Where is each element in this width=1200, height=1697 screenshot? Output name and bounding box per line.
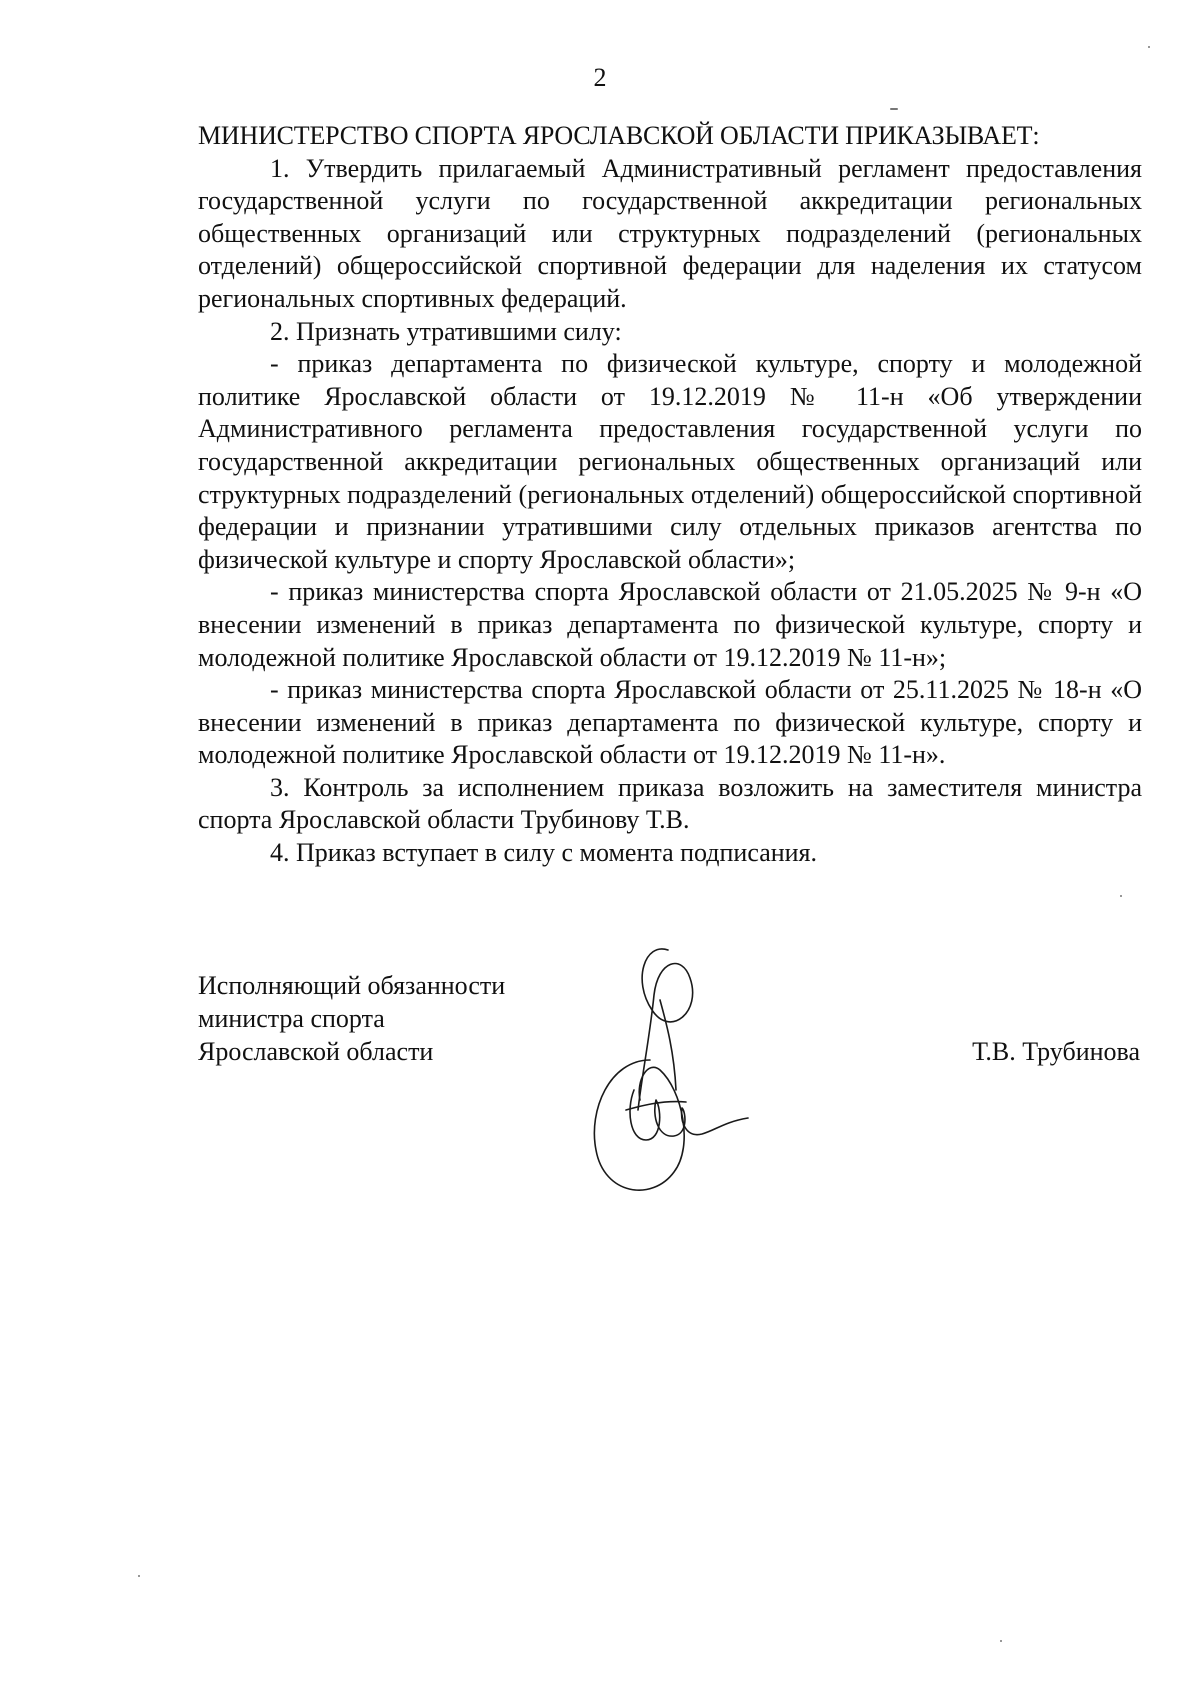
signatory-position-line: министра спорта [198,1004,385,1033]
paragraph-approve: 1. Утвердить прилагаемый Административный регламент предоставления государственной услуги по государственной аккредитации региональных общественных организаций или структурных подразделений (региональных отделений) общероссийской спортивной федерации для наделения их статусом региональных спортивных федераций. [198,153,1142,313]
paragraph-control: 3. Контроль за исполнением приказа возложить на заместителя министра спорта Ярославской области Трубинову Т.В. [198,772,1142,835]
paragraph-repeal-item-1: - приказ департамента по физической культуре, спорту и молодежной политике Ярославской области от 19.12.2019 № 11-н «Об утверждении Административного регламента предоставления государственной услуги по государственной аккредитации региональных общественных организаций или структурных подразделений (региональных отделений) общероссийской спортивной федерации и признании утратившими силу отдельных приказов агентства по физической культуре и спорту Ярославской области»; [198,349,1142,574]
paragraph-repeal-item-2: - приказ министерства спорта Ярославской области от 21.05.2025 № 9-н «О внесении изменений в приказ департамента по физической культуре, спорту и молодежной политике Ярославской области от 19.12.2019 № 11-н»; [198,577,1142,672]
document-body [198,120,1142,870]
scan-speck [1120,895,1122,897]
signatory-position [198,969,505,1068]
scan-speck [138,1575,140,1577]
paragraph-effective: 4. Приказ вступает в силу с момента подписания. [270,838,818,868]
page-number: 2 [593,63,607,92]
scan-speck [1148,46,1150,48]
paragraph-repeal-intro: 2. Признать утратившими силу: [270,316,622,346]
paragraph-repeal-item-3: - приказ министерства спорта Ярославской области от 25.11.2025 № 18-н «О внесении изменений в приказ департамента по физической культуре, спорту и молодежной политике Ярославской области от 19.12.2019 № 11-н». [198,675,1142,770]
signatory-name: Т.В. Трубинова [972,1037,1140,1066]
scan-speck [890,108,898,110]
scan-speck [1000,1640,1002,1642]
signatory-position-line: Исполняющий обязанности [198,971,506,1000]
signatory-position-line: Ярославской области [198,1037,434,1066]
handwritten-signature [590,940,770,1205]
order-heading: МИНИСТЕРСТВО СПОРТА ЯРОСЛАВСКОЙ ОБЛАСТИ ПРИКАЗЫВАЕТ: [198,121,1040,150]
